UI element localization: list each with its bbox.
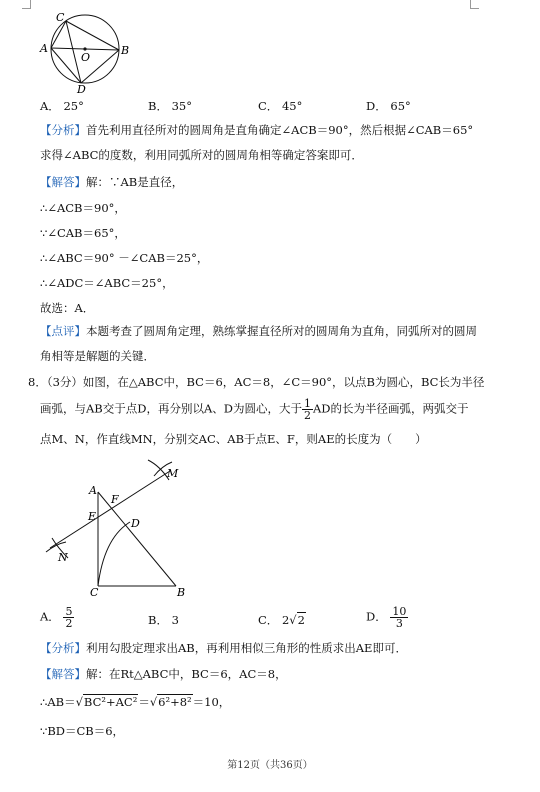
q7-step-4: ∴∠ADC＝∠ABC＝25°，: [40, 276, 174, 290]
crop-mark-top-left: [22, 0, 31, 9]
q7-option-b[interactable]: B． 35°: [148, 99, 192, 113]
label-a: A: [40, 42, 48, 55]
label-c: C: [90, 586, 99, 599]
label-d: D: [131, 517, 140, 530]
q7-step-3: ∴∠ABC＝90° －∠CAB＝25°，: [40, 251, 209, 265]
page-footer: 第12页（共36页）: [227, 760, 313, 771]
comment-tag: 【点评】: [40, 324, 86, 338]
q7-option-d[interactable]: D． 65°: [366, 99, 411, 113]
triangle-figure: [38, 454, 208, 604]
q8-solution-line-2: ∴AB＝√BC²+AC²＝√6²+8²＝10，: [40, 695, 231, 709]
sqrt-sign: √: [289, 613, 297, 627]
fraction-one-half: $\frac{1}{2}$: [304, 397, 311, 422]
label-a: A: [89, 484, 97, 497]
q8-stem-line-1: 8．（3分）如图，在△ABC中，BC＝6，AC＝8，∠C＝90°，以点B为圆心，BC长为半径: [28, 375, 485, 389]
q7-comment-line-2: 角相等是解题的关键．: [40, 349, 155, 363]
label-e: E: [88, 510, 97, 523]
q7-option-a[interactable]: A． 25°: [40, 99, 84, 113]
circle-figure: [36, 12, 136, 94]
q7-answer: 故选：A．: [40, 301, 95, 315]
label-f: F: [111, 493, 119, 506]
q8-analysis: 【分析】利用勾股定理求出AB，再利用相似三角形的性质求出AE即可．: [40, 641, 407, 655]
fraction-five-halves: $\frac{5}{2}$: [65, 605, 73, 630]
label-n: N: [58, 551, 68, 564]
label-o: O: [81, 51, 91, 64]
analysis-tag: 【分析】: [40, 123, 86, 137]
q7-step-1: ∴∠ACB＝90°，: [40, 201, 126, 215]
crop-mark-top-right: [470, 0, 479, 9]
q8-solution-line-1: 【解答】解：在Rt△ABC中，BC＝6，AC＝8，: [40, 667, 287, 681]
q8-option-c[interactable]: C． 2√2: [258, 613, 305, 627]
label-b: B: [121, 44, 130, 57]
q8-option-b[interactable]: B． 3: [148, 613, 179, 627]
q7-step-2: ∵∠CAB＝65°，: [40, 226, 126, 240]
arc-cd: [98, 522, 130, 586]
q7-analysis-line-2: 求得∠ABC的度数，利用同弧所对的圆周角相等确定答案即可．: [40, 148, 363, 162]
q7-solution-line-1: 【解答】解：∵AB是直径，: [40, 175, 184, 189]
fraction-ten-thirds: $\frac{10}{3}$: [392, 605, 407, 630]
segment-ab: [98, 492, 176, 586]
solution-tag: 【解答】: [40, 667, 86, 681]
segment-ac: [51, 21, 66, 48]
sqrt-sign: √: [149, 695, 158, 709]
q7-option-c[interactable]: C． 45°: [258, 99, 303, 113]
q7-comment-line-1: 【点评】本题考查了圆周角定理，熟练掌握直径所对的圆周角为直角，同弧所对的圆周: [40, 324, 477, 338]
label-m: M: [167, 467, 179, 480]
sqrt-sign: √: [75, 695, 83, 709]
segment-cb: [66, 21, 119, 50]
label-b: B: [177, 586, 186, 599]
arc-m: [148, 460, 169, 480]
solution-tag: 【解答】: [40, 175, 86, 189]
q8-option-a[interactable]: A． $\frac{5}{2}$: [40, 605, 73, 630]
q8-solution-line-3: ∵BD＝CB＝6，: [40, 724, 125, 738]
label-d: D: [77, 83, 86, 94]
label-c: C: [56, 12, 65, 24]
q8-stem-line-3: 点M、N，作直线MN，分别交AC、AB于点E、F，则AE的长度为（ ）: [40, 432, 427, 446]
q7-analysis-line-1: 【分析】首先利用直径所对的圆周角是直角确定∠ACB＝90°，然后根据∠CAB＝65°: [40, 123, 474, 137]
analysis-tag: 【分析】: [40, 641, 86, 655]
q8-stem-line-2: 画弧，与AB交于点D，再分别以A、D为圆心，大于 $\frac{1}{2}$ AD的长为半径画弧，两弧交于: [40, 397, 469, 422]
line-mn: [50, 471, 170, 548]
q8-option-d[interactable]: D． $\frac{10}{3}$: [366, 605, 407, 630]
